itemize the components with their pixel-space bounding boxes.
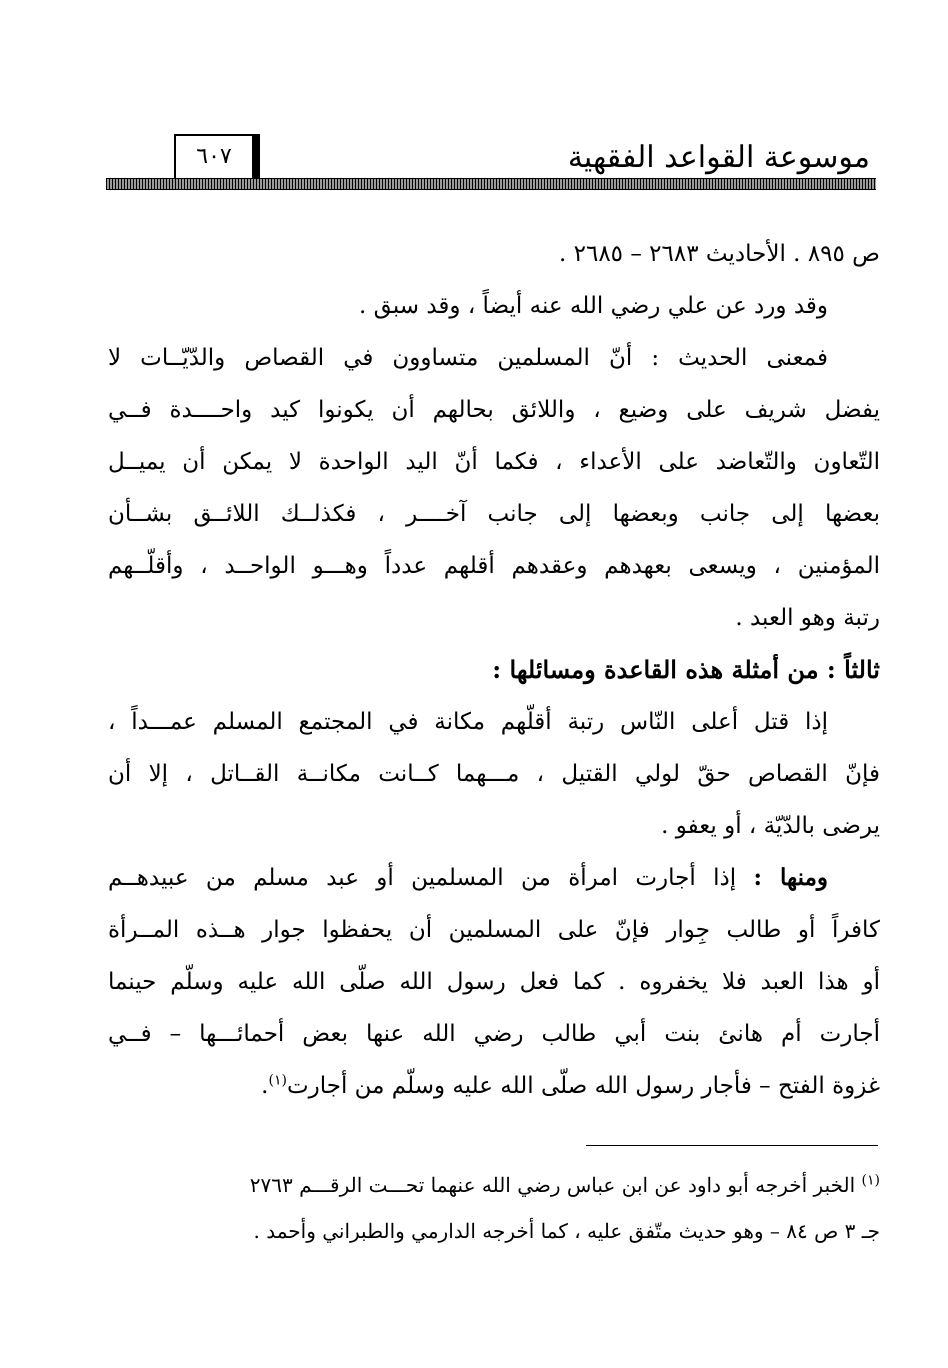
header-rule xyxy=(106,178,876,190)
text-line: يرضى بالدّيّة ، أو يعفو . xyxy=(661,813,880,839)
text-line: رتبة وهو العبد . xyxy=(735,605,880,631)
text-span: غزوة الفتح – فأجار رسول الله صلّى الله عليه وسلّم من أجارت xyxy=(286,1073,880,1099)
text-line: فإنّ القصاص حقّ لولي القتيل ، مـــهما كــانت مكانــة القــاتل ، إلا أن xyxy=(108,761,880,787)
footnote-line: جـ ٣ ص ٨٤ – وهو حديث متّفق عليه ، كما أخرجه الدارمي والطبراني وأحمد . xyxy=(253,1219,880,1243)
text-line: التّعاون والتّعاضد على الأعداء ، فكما أنّ اليد الواحدة لا يمكن أن يميــل xyxy=(108,449,880,475)
text-span: الخبر أخرجه أبو داود عن ابن عباس رضي الله عنهما تحـــت الرقـــم ٢٧٦٣ xyxy=(249,1173,862,1197)
section-heading: ثالثاً : من أمثلة هذه القاعدة ومسائلها : xyxy=(492,655,880,684)
running-header-title: موسوعة القواعد الفقهية xyxy=(567,140,870,175)
text-line: كافراً أو طالب جِوار فإنّ على المسلمين أن يحفظوا جوار هــذه المــرأة xyxy=(108,917,880,943)
main-text xyxy=(108,228,880,1112)
footnote-reference: (١) xyxy=(268,1072,287,1089)
period: . xyxy=(261,1073,269,1099)
text-line: يفضل شريف على وضيع ، واللائق بحالهم أن يكونوا كيد واحــــدة فــي xyxy=(108,397,880,423)
text-line: إذا قتل أعلى النّاس رتبة أقلّهم مكانة في المجتمع المسلم عمـــداً ، xyxy=(108,709,828,735)
example-label: ومنها : xyxy=(753,864,828,891)
text-line: بعضها إلى جانب وبعضها إلى جانب آخــــر ، فكذلــك اللائــق بشــأن xyxy=(108,501,880,527)
page-number: ٦٠٧ xyxy=(196,144,232,169)
text-line xyxy=(108,1060,880,1112)
text-line: المؤمنين ، ويسعى بعهدهم وعقدهم أقلهم عدداً وهـــو الواحــد ، وأقلّــهم xyxy=(108,553,880,579)
text-line: أو هذا العبد فلا يخفروه . كما فعل رسول الله صلّى الله عليه وسلّم حينما xyxy=(108,969,880,995)
text-line xyxy=(108,852,880,904)
text-span: إذا أجارت امرأة من المسلمين أو عبد مسلم من عبيدهــم xyxy=(108,865,754,891)
text-line: فمعنى الحديث : أنّ المسلمين متساوون في القصاص والدّيّــات لا xyxy=(108,345,828,371)
text-line: وقد ورد عن علي رضي الله عنه أيضاً ، وقد سبق . xyxy=(359,293,828,319)
footnote-marker: (١) xyxy=(861,1172,880,1189)
footnote-line xyxy=(128,1162,880,1208)
text-line: أجارت أم هانئ بنت أبي طالب رضي الله عنها بعض أحمائـــها – فــي xyxy=(108,1021,880,1047)
text-line: ص ٨٩٥ . الأحاديث ٢٦٨٣ – ٢٦٨٥ . xyxy=(559,241,880,267)
footnotes xyxy=(128,1162,880,1254)
footnote-separator xyxy=(586,1145,878,1146)
